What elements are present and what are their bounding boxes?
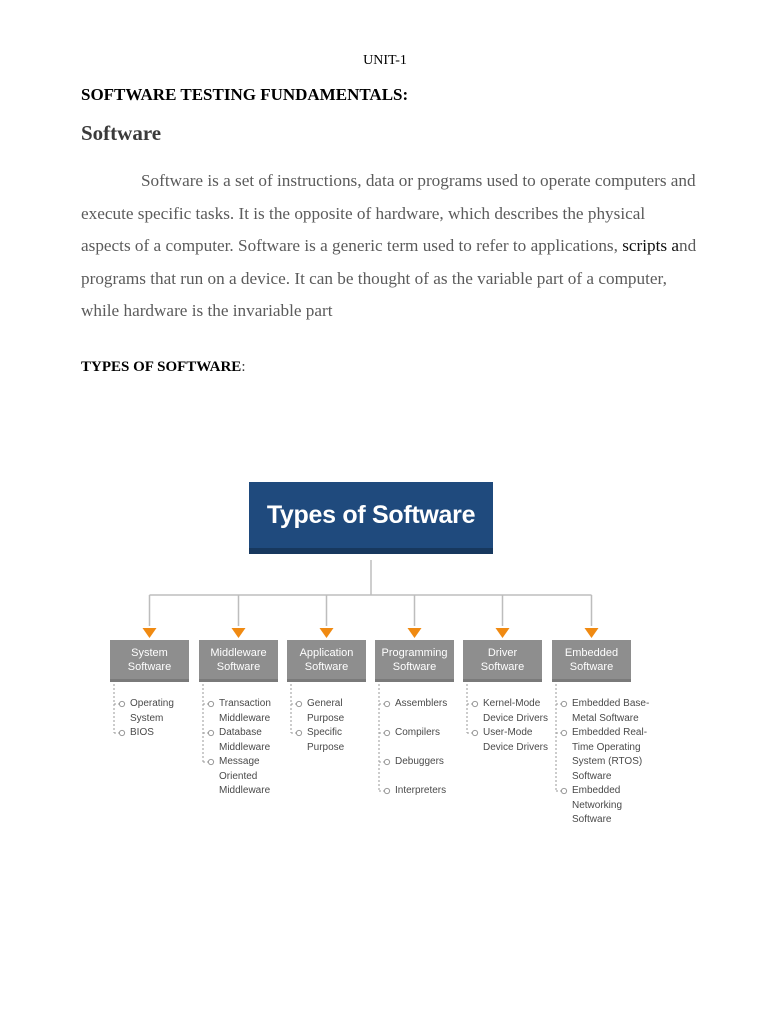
category-item: Message Oriented Middleware [219, 756, 271, 796]
bullet-circle-icon [208, 701, 213, 706]
arrow-down-icon [496, 628, 510, 638]
bullet-circle-icon [384, 701, 389, 706]
category-box: Middleware Software [199, 640, 278, 682]
bullet-circle-icon [472, 730, 477, 735]
category-item: Specific Purpose [307, 727, 345, 753]
category-item: Database Middleware [219, 727, 271, 753]
category-box: Embedded Software [552, 640, 631, 682]
category-box: System Software [110, 640, 189, 682]
bullet-circle-icon [561, 730, 566, 735]
category-item: Embedded Base-Metal Software [572, 698, 650, 724]
category-item: Transaction Middleware [219, 698, 271, 724]
category-item: User-Mode Device Drivers [483, 727, 549, 753]
category-item: Debuggers [395, 756, 444, 767]
bullet-circle-icon [472, 701, 477, 706]
page-header-unit: UNIT-1 [363, 53, 407, 68]
paragraph-text: nd [679, 236, 697, 255]
arrow-down-icon [408, 628, 422, 638]
types-heading-label: TYPES OF SOFTWARE [81, 359, 242, 375]
category-item: Embedded Networking Software [572, 785, 623, 825]
types-of-software-diagram [0, 470, 768, 860]
arrow-down-icon [320, 628, 334, 638]
bullet-circle-icon [561, 701, 566, 706]
category-item: Operating System [130, 698, 174, 724]
bullet-circle-icon [384, 730, 389, 735]
bullet-circle-icon [384, 759, 389, 764]
category-box: Programming Software [375, 640, 454, 682]
bullet-circle-icon [208, 759, 213, 764]
bullet-circle-icon [296, 701, 301, 706]
bullet-circle-icon [384, 788, 389, 793]
diagram-title: Types of Software [249, 482, 493, 554]
paragraph-line [81, 230, 701, 263]
paragraph-line: execute specific tasks. It is the opposite of hardware, which describes the physical [81, 204, 646, 223]
arrow-down-icon [143, 628, 157, 638]
bullet-circle-icon [208, 730, 213, 735]
types-heading-colon: : [241, 359, 246, 375]
category-item: BIOS [130, 727, 154, 738]
bullet-circle-icon [119, 730, 124, 735]
scripts-link-text: scripts a [622, 236, 680, 255]
category-item: Kernel-Mode Device Drivers [483, 698, 549, 724]
paragraph-line: Software is a set of instructions, data or programs used to operate computers and [141, 171, 696, 190]
arrow-down-icon [585, 628, 599, 638]
category-box: Driver Software [463, 640, 542, 682]
section-heading: SOFTWARE TESTING FUNDAMENTALS: [81, 85, 409, 104]
subsection-heading: Software [81, 121, 162, 145]
category-item: Assemblers [395, 698, 448, 709]
arrow-down-icon [232, 628, 246, 638]
paragraph-text: aspects of a computer. Software is a generic term used to refer to applications, [81, 236, 623, 255]
paragraph-line: while hardware is the invariable part [81, 301, 333, 320]
paragraph-line: programs that run on a device. It can be thought of as the variable part of a computer, [81, 269, 667, 288]
bullet-circle-icon [561, 788, 566, 793]
bullet-circle-icon [296, 730, 301, 735]
category-item: General Purpose [307, 698, 345, 724]
category-item: Compilers [395, 727, 441, 738]
types-heading [81, 359, 245, 376]
category-item: Interpreters [395, 785, 447, 796]
bullet-circle-icon [119, 701, 124, 706]
category-item: Embedded Real-Time Operating System (RTOS) Software [572, 727, 648, 782]
category-box: Application Software [287, 640, 366, 682]
